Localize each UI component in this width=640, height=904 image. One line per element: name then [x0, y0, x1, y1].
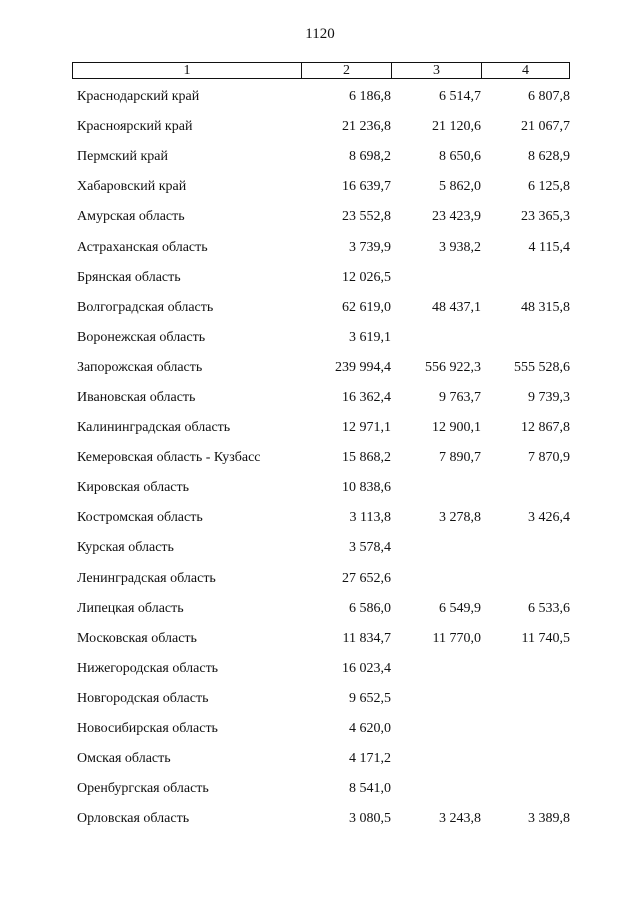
row-region-name: Воронежская область: [77, 329, 206, 345]
row-value-col-4: 11 740,5: [521, 630, 570, 646]
table-row: [72, 443, 570, 473]
table-row: [72, 142, 570, 172]
row-region-name: Липецкая область: [77, 600, 184, 616]
table-row: [72, 624, 570, 654]
table-row: [72, 654, 570, 684]
table-row: [72, 232, 570, 262]
row-value-col-3: 3 938,2: [439, 239, 481, 255]
row-region-name: Волгоградская область: [77, 299, 214, 315]
table-row: [72, 774, 570, 804]
row-value-col-4: 3 389,8: [528, 811, 570, 827]
row-value-col-2: 15 868,2: [342, 450, 391, 466]
table-row: [72, 383, 570, 413]
row-region-name: Курская область: [77, 540, 174, 556]
table-row: [72, 353, 570, 383]
row-value-col-4: 7 870,9: [528, 450, 570, 466]
table-row: [72, 202, 570, 232]
table-row: [72, 473, 570, 503]
row-value-col-2: 10 838,6: [342, 480, 391, 496]
row-value-col-4: 9 739,3: [528, 389, 570, 405]
row-value-col-2: 3 619,1: [349, 329, 391, 345]
row-value-col-2: 16 023,4: [342, 660, 391, 676]
row-value-col-2: 11 834,7: [342, 630, 391, 646]
row-value-col-4: 6 125,8: [528, 179, 570, 195]
row-value-col-4: 48 315,8: [521, 299, 570, 315]
row-region-name: Кемеровская область - Кузбасс: [77, 450, 261, 466]
row-value-col-4: 12 867,8: [521, 420, 570, 436]
row-region-name: Амурская область: [77, 209, 185, 225]
header-col-3: 3: [392, 63, 482, 78]
header-col-1: 1: [73, 63, 302, 78]
row-value-col-2: 8 698,2: [349, 149, 391, 165]
row-value-col-2: 23 552,8: [342, 209, 391, 225]
row-value-col-2: 12 971,1: [342, 420, 391, 436]
table-header: [72, 62, 570, 79]
table-row: [72, 804, 570, 834]
row-region-name: Астраханская область: [77, 239, 208, 255]
row-value-col-2: 239 994,4: [335, 359, 391, 375]
row-value-col-4: 21 067,7: [521, 119, 570, 135]
table-row: [72, 82, 570, 112]
table-row: [72, 112, 570, 142]
row-region-name: Новгородская область: [77, 690, 209, 706]
row-value-col-2: 3 080,5: [349, 811, 391, 827]
row-region-name: Хабаровский край: [77, 179, 187, 195]
row-value-col-4: 555 528,6: [514, 359, 570, 375]
row-value-col-3: 8 650,6: [439, 149, 481, 165]
row-value-col-4: 8 628,9: [528, 149, 570, 165]
row-value-col-2: 9 652,5: [349, 690, 391, 706]
table-row: [72, 293, 570, 323]
row-value-col-2: 21 236,8: [342, 119, 391, 135]
row-region-name: Запорожская область: [77, 359, 203, 375]
row-region-name: Калининградская область: [77, 420, 231, 436]
row-value-col-3: 3 278,8: [439, 510, 481, 526]
table-row: [72, 172, 570, 202]
table-row: [72, 503, 570, 533]
row-value-col-2: 16 362,4: [342, 389, 391, 405]
row-value-col-2: 27 652,6: [342, 570, 391, 586]
row-value-col-3: 5 862,0: [439, 179, 481, 195]
row-value-col-3: 23 423,9: [432, 209, 481, 225]
row-value-col-4: 4 115,4: [528, 239, 570, 255]
row-value-col-3: 48 437,1: [432, 299, 481, 315]
row-region-name: Оренбургская область: [77, 781, 209, 797]
row-value-col-3: 12 900,1: [432, 420, 481, 436]
row-value-col-2: 12 026,5: [342, 269, 391, 285]
row-region-name: Орловская область: [77, 811, 190, 827]
row-region-name: Костромская область: [77, 510, 203, 526]
row-value-col-4: 3 426,4: [528, 510, 570, 526]
row-region-name: Ленинградская область: [77, 570, 216, 586]
header-col-4: 4: [522, 63, 529, 78]
row-value-col-3: 11 770,0: [432, 630, 481, 646]
table-row: [72, 684, 570, 714]
row-value-col-2: 62 619,0: [342, 299, 391, 315]
row-value-col-2: 16 639,7: [342, 179, 391, 195]
row-value-col-2: 3 113,8: [349, 510, 391, 526]
row-value-col-2: 4 620,0: [349, 721, 391, 737]
header-col-2: 2: [302, 63, 392, 78]
row-region-name: Брянская область: [77, 269, 181, 285]
row-value-col-2: 6 586,0: [349, 600, 391, 616]
row-value-col-4: 23 365,3: [521, 209, 570, 225]
row-value-col-2: 8 541,0: [349, 781, 391, 797]
table-row: [72, 594, 570, 624]
table-row: [72, 263, 570, 293]
row-value-col-2: 3 739,9: [349, 239, 391, 255]
row-value-col-2: 6 186,8: [349, 89, 391, 105]
row-region-name: Пермский край: [77, 149, 168, 165]
row-region-name: Новосибирская область: [77, 721, 218, 737]
row-value-col-3: 9 763,7: [439, 389, 481, 405]
row-region-name: Ивановская область: [77, 389, 196, 405]
row-region-name: Нижегородская область: [77, 660, 219, 676]
row-region-name: Красноярский край: [77, 119, 193, 135]
row-value-col-3: 7 890,7: [439, 450, 481, 466]
row-value-col-3: 6 549,9: [439, 600, 481, 616]
row-value-col-2: 4 171,2: [349, 751, 391, 767]
row-value-col-2: 3 578,4: [349, 540, 391, 556]
row-value-col-3: 556 922,3: [425, 359, 481, 375]
row-value-col-3: 21 120,6: [432, 119, 481, 135]
row-value-col-3: 6 514,7: [439, 89, 481, 105]
row-value-col-4: 6 807,8: [528, 89, 570, 105]
row-region-name: Кировская область: [77, 480, 190, 496]
table-row: [72, 714, 570, 744]
table-row: [72, 323, 570, 353]
page-number: 1120: [305, 26, 335, 42]
row-region-name: Московская область: [77, 630, 197, 646]
row-region-name: Краснодарский край: [77, 89, 200, 105]
row-value-col-3: 3 243,8: [439, 811, 481, 827]
table-row: [72, 564, 570, 594]
table-row: [72, 533, 570, 563]
table-row: [72, 413, 570, 443]
table-body: [72, 82, 570, 834]
row-region-name: Омская область: [77, 751, 171, 767]
row-value-col-4: 6 533,6: [528, 600, 570, 616]
table-row: [72, 744, 570, 774]
